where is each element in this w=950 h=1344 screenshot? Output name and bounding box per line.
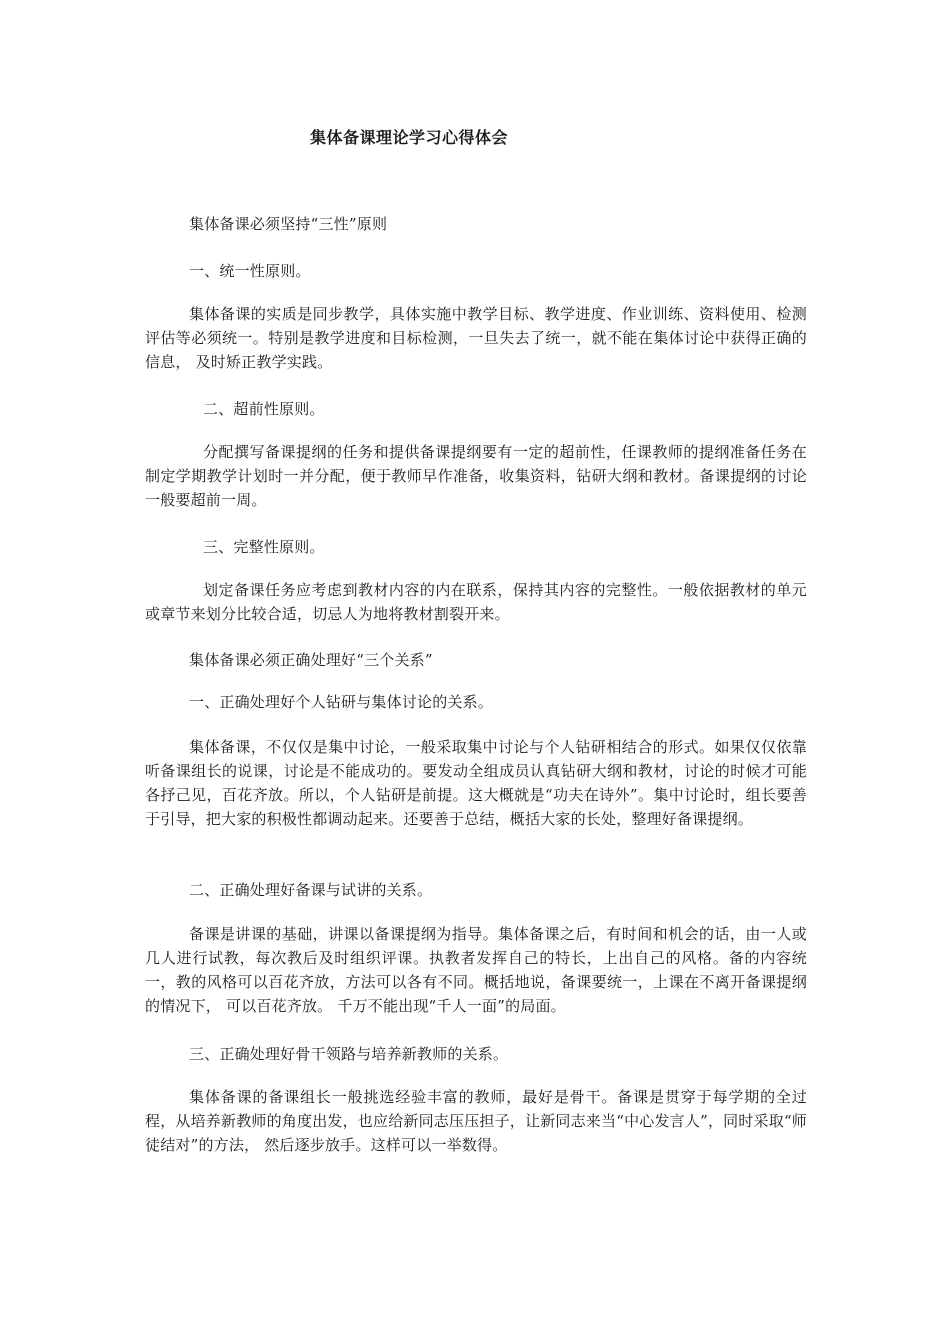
paragraph-unity: 集体备课的实质是同步教学，具体实施中教学目标、教学进度、作业训练、资料使用、检测评估等必须统一。特别是教学进度和目标检测，一旦失去了统一，就不能在集体讨论中获得正确的信息， 及时矫正教学实践。 — [145, 305, 807, 371]
principle-heading-advance: 二、超前性原则。 — [203, 400, 325, 418]
principle-heading-completeness: 三、完整性原则。 — [203, 538, 325, 556]
section-heading-three-principles: 集体备课必须坚持“三性”原则 — [189, 215, 388, 233]
paragraph-mentor-new: 集体备课的备课组长一般挑选经验丰富的教师，最好是骨干。备课是贯穿于每学期的全过程，从培养新教师的角度出发，也应给新同志压压担子，让新同志来当“中心发言人”，同时采取“师徒结对”的方法， 然后逐步放手。这样可以一举数得。 — [145, 1088, 808, 1154]
relation-heading-individual-collective: 一、正确处理好个人钻研与集体讨论的关系。 — [189, 693, 494, 711]
relation-heading-prep-trial: 二、正确处理好备课与试讲的关系。 — [189, 881, 433, 899]
paragraph-prep-trial: 备课是讲课的基础，讲课以备课提纲为指导。集体备课之后，有时间和机会的话，由一人或几人进行试教，每次教后及时组织评课。执教者发挥自己的特长，上出自己的风格。备的内容统一，教的风格可以百花齐放，方法可以各有不同。概括地说，备课要统一，上课在不离开备课提纲的情况下， 可以百花齐放。 千万不能出现“千人一面”的局面。 — [145, 925, 807, 1015]
paragraph-individual-collective: 集体备课，不仅仅是集中讨论，一般采取集中讨论与个人钻研相结合的形式。如果仅仅依靠听备课组长的说课，讨论是不能成功的。要发动全组成员认真钻研大纲和教材，讨论的时候才可能各抒己见，百花齐放。所以，个人钻研是前提。这大概就是“功夫在诗外”。集中讨论时，组长要善于引导，把大家的积极性都调动起来。还要善于总结，概括大家的长处，整理好备课提纲。 — [145, 738, 807, 828]
paragraph-advance: 分配撰写备课提纲的任务和提供备课提纲要有一定的超前性，任课教师的提纲准备任务在制定学期教学计划时一并分配，便于教师早作准备，收集资料，钻研大纲和教材。备课提纲的讨论一般要超前一周。 — [145, 443, 807, 509]
paragraph-completeness: 划定备课任务应考虑到教材内容的内在联系，保持其内容的完整性。一般依据教材的单元或章节来划分比较合适，切忌人为地将教材割裂开来。 — [145, 581, 807, 623]
relation-heading-mentor-new: 三、正确处理好骨干领路与培养新教师的关系。 — [189, 1045, 509, 1063]
section-heading-three-relations: 集体备课必须正确处理好“三个关系” — [189, 651, 433, 669]
principle-heading-unity: 一、统一性原则。 — [189, 262, 311, 280]
document-title: 集体备课理论学习心得体会 — [310, 128, 509, 147]
